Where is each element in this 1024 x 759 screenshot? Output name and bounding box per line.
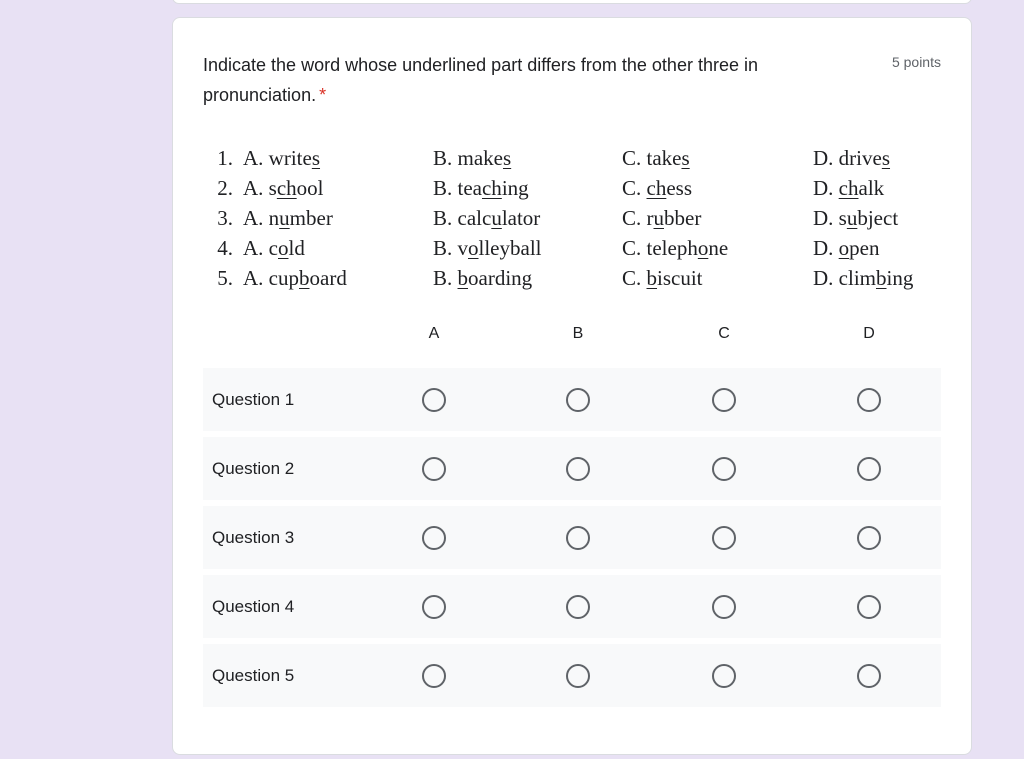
column-header-d: D xyxy=(863,325,875,342)
previous-question-card xyxy=(172,0,972,4)
word-option-c: C. takes xyxy=(622,146,690,170)
grid-row-question-2 xyxy=(203,437,941,500)
radio-button-a[interactable] xyxy=(422,595,446,619)
required-asterisk: * xyxy=(319,85,327,105)
answer-grid xyxy=(203,368,941,713)
word-option-b: B. calculator xyxy=(433,206,541,230)
question-title-text: Indicate the word whose underlined part differs from the other three in pronunciation. xyxy=(203,55,758,105)
radio-button-c[interactable] xyxy=(712,595,736,619)
radio-button-b[interactable] xyxy=(566,388,590,412)
word-option-c: C. rubber xyxy=(622,206,702,230)
word-option-d: D. chalk xyxy=(813,176,885,200)
word-option-c: C. telephone xyxy=(622,236,729,260)
radio-button-d[interactable] xyxy=(857,457,881,481)
radio-button-d[interactable] xyxy=(857,595,881,619)
question-title xyxy=(203,50,863,110)
radio-button-d[interactable] xyxy=(857,664,881,688)
word-option-c: C. biscuit xyxy=(622,266,703,290)
word-row-number: 4. xyxy=(217,236,233,260)
grid-column-headers xyxy=(203,325,941,349)
radio-button-c[interactable] xyxy=(712,664,736,688)
word-row-number: 2. xyxy=(217,176,233,200)
radio-button-a[interactable] xyxy=(422,457,446,481)
word-option-b: B. volleyball xyxy=(433,236,542,260)
question-card xyxy=(172,17,972,755)
radio-button-b[interactable] xyxy=(566,526,590,550)
word-row-number: 3. xyxy=(217,206,233,230)
word-option-a: A. school xyxy=(243,176,324,200)
word-option-d: D. drives xyxy=(813,146,891,170)
grid-row-question-5 xyxy=(203,644,941,707)
word-option-a: A. cupboard xyxy=(243,266,347,290)
radio-button-d[interactable] xyxy=(857,526,881,550)
grid-row-question-4 xyxy=(203,575,941,638)
radio-button-a[interactable] xyxy=(422,388,446,412)
row-label: Question 5 xyxy=(212,666,295,685)
radio-button-b[interactable] xyxy=(566,595,590,619)
grid-row-question-3 xyxy=(203,506,941,569)
radio-button-b[interactable] xyxy=(566,664,590,688)
word-option-d: D. climbing xyxy=(813,266,914,290)
column-header-b: B xyxy=(572,325,584,342)
word-option-a: A. writes xyxy=(243,146,321,170)
radio-button-c[interactable] xyxy=(712,457,736,481)
word-option-d: D. open xyxy=(813,236,880,260)
row-label: Question 1 xyxy=(212,390,295,409)
word-option-c: C. chess xyxy=(622,176,693,200)
row-label: Question 2 xyxy=(212,459,295,478)
word-option-a: A. cold xyxy=(243,236,305,260)
word-option-b: B. teaching xyxy=(433,176,529,200)
row-label: Question 4 xyxy=(212,597,295,616)
row-label: Question 3 xyxy=(212,528,295,547)
word-row-number: 5. xyxy=(217,266,233,290)
word-option-a: A. number xyxy=(243,206,333,230)
radio-button-b[interactable] xyxy=(566,457,590,481)
radio-button-c[interactable] xyxy=(712,388,736,412)
word-option-d: D. subject xyxy=(813,206,899,230)
radio-button-a[interactable] xyxy=(422,526,446,550)
column-header-a: A xyxy=(428,325,440,342)
word-row-number: 1. xyxy=(217,146,233,170)
radio-button-d[interactable] xyxy=(857,388,881,412)
radio-button-c[interactable] xyxy=(712,526,736,550)
word-option-b: B. makes xyxy=(433,146,512,170)
points-label: 5 points xyxy=(891,54,941,70)
radio-button-a[interactable] xyxy=(422,664,446,688)
word-option-b: B. boarding xyxy=(433,266,533,290)
grid-row-question-1 xyxy=(203,368,941,431)
column-header-c: C xyxy=(718,325,730,342)
